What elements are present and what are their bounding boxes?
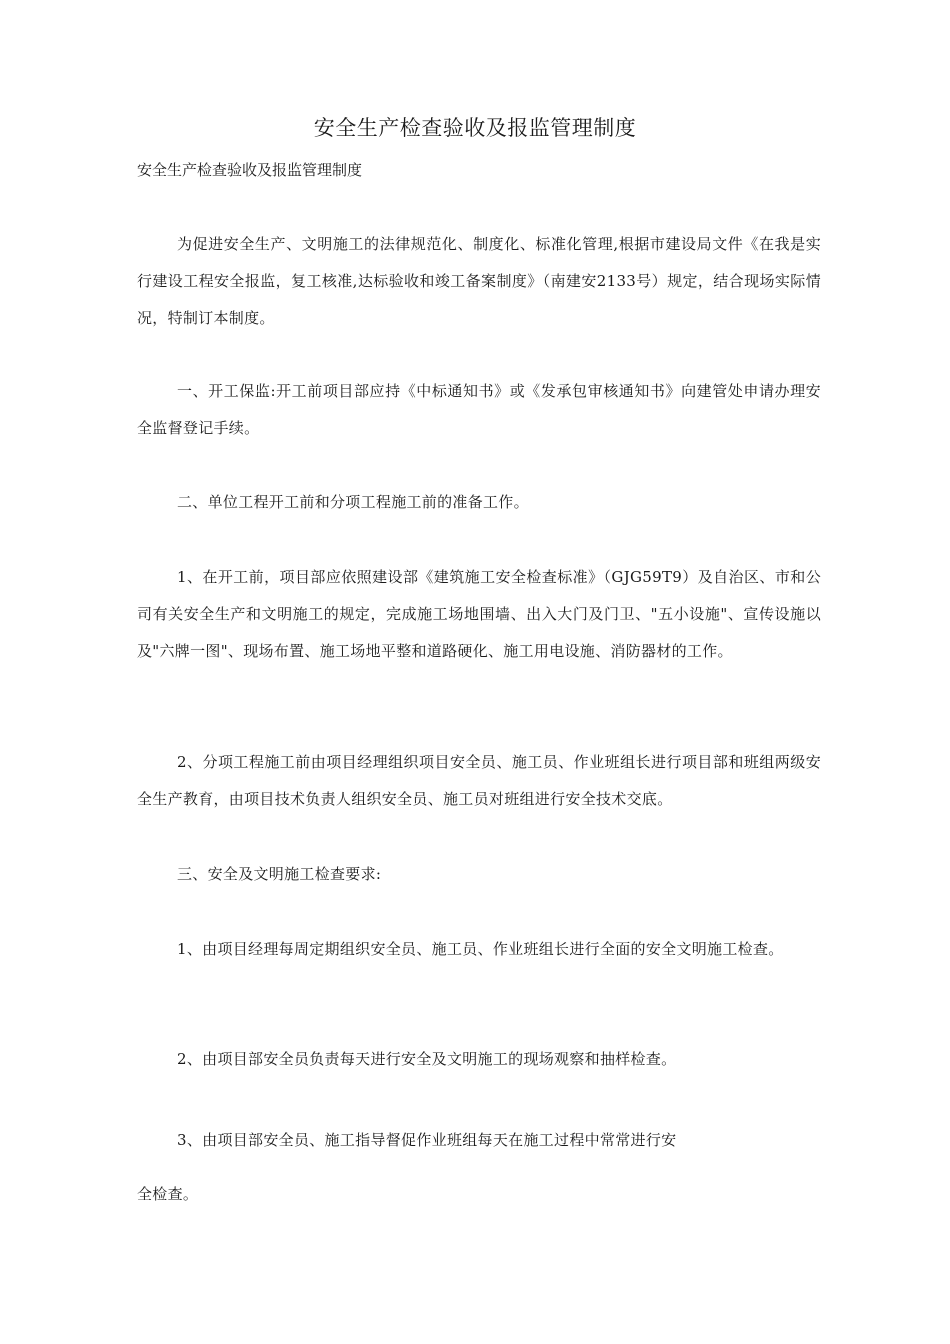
paragraph-intro: 为促进安全生产、文明施工的法律规范化、制度化、标准化管理,根据市建设局文件《在我是实行建设工程安全报监，复工核准,达标验收和竣工备案制度》（南建安2133号）规定，结合现场实际情况，特制订本制度。: [137, 235, 821, 327]
paragraph-section-3-item-1: 1、由项目经理每周定期组织安全员、施工员、作业班组长进行全面的安全文明施工检查。: [177, 940, 784, 958]
paragraph-section-3-heading: 三、安全及文明施工检查要求:: [177, 865, 382, 883]
paragraph-section-2-heading: 二、单位工程开工前和分项工程施工前的准备工作。: [177, 493, 529, 511]
paragraph-section-3-item-3: 3、由项目部安全员、施工指导督促作业班组每天在施工过程中常常进行安: [177, 1131, 677, 1149]
paragraph-section-3-item-2: 2、由项目部安全员负责每天进行安全及文明施工的现场观察和抽样检查。: [177, 1050, 677, 1068]
paragraph-section-2-item-1: 1、在开工前，项目部应依照建设部《建筑施工安全检查标准》（GJG59T9）及自治区、市和公司有关安全生产和文明施工的规定，完成施工场地围墙、出入大门及门卫、"五小设施"、宣传设施以及"六牌一图"、现场布置、施工场地平整和道路硬化、施工用电设施、消防器材的工作。: [137, 568, 821, 660]
paragraph-section-3-item-3-continued: 全检查。: [137, 1185, 199, 1203]
paragraph-section-1: 一、开工保监:开工前项目部应持《中标通知书》或《发承包审核通知书》向建管处申请办理安全监督登记手续。: [137, 382, 821, 437]
paragraph-section-2-item-2: 2、分项工程施工前由项目经理组织项目安全员、施工员、作业班组长进行项目部和班组两级安全生产教育，由项目技术负责人组织安全员、施工员对班组进行安全技术交底。: [137, 753, 821, 808]
document-title: 安全生产检查验收及报监管理制度: [313, 116, 637, 140]
document-subtitle: 安全生产检查验收及报监管理制度: [137, 161, 363, 179]
